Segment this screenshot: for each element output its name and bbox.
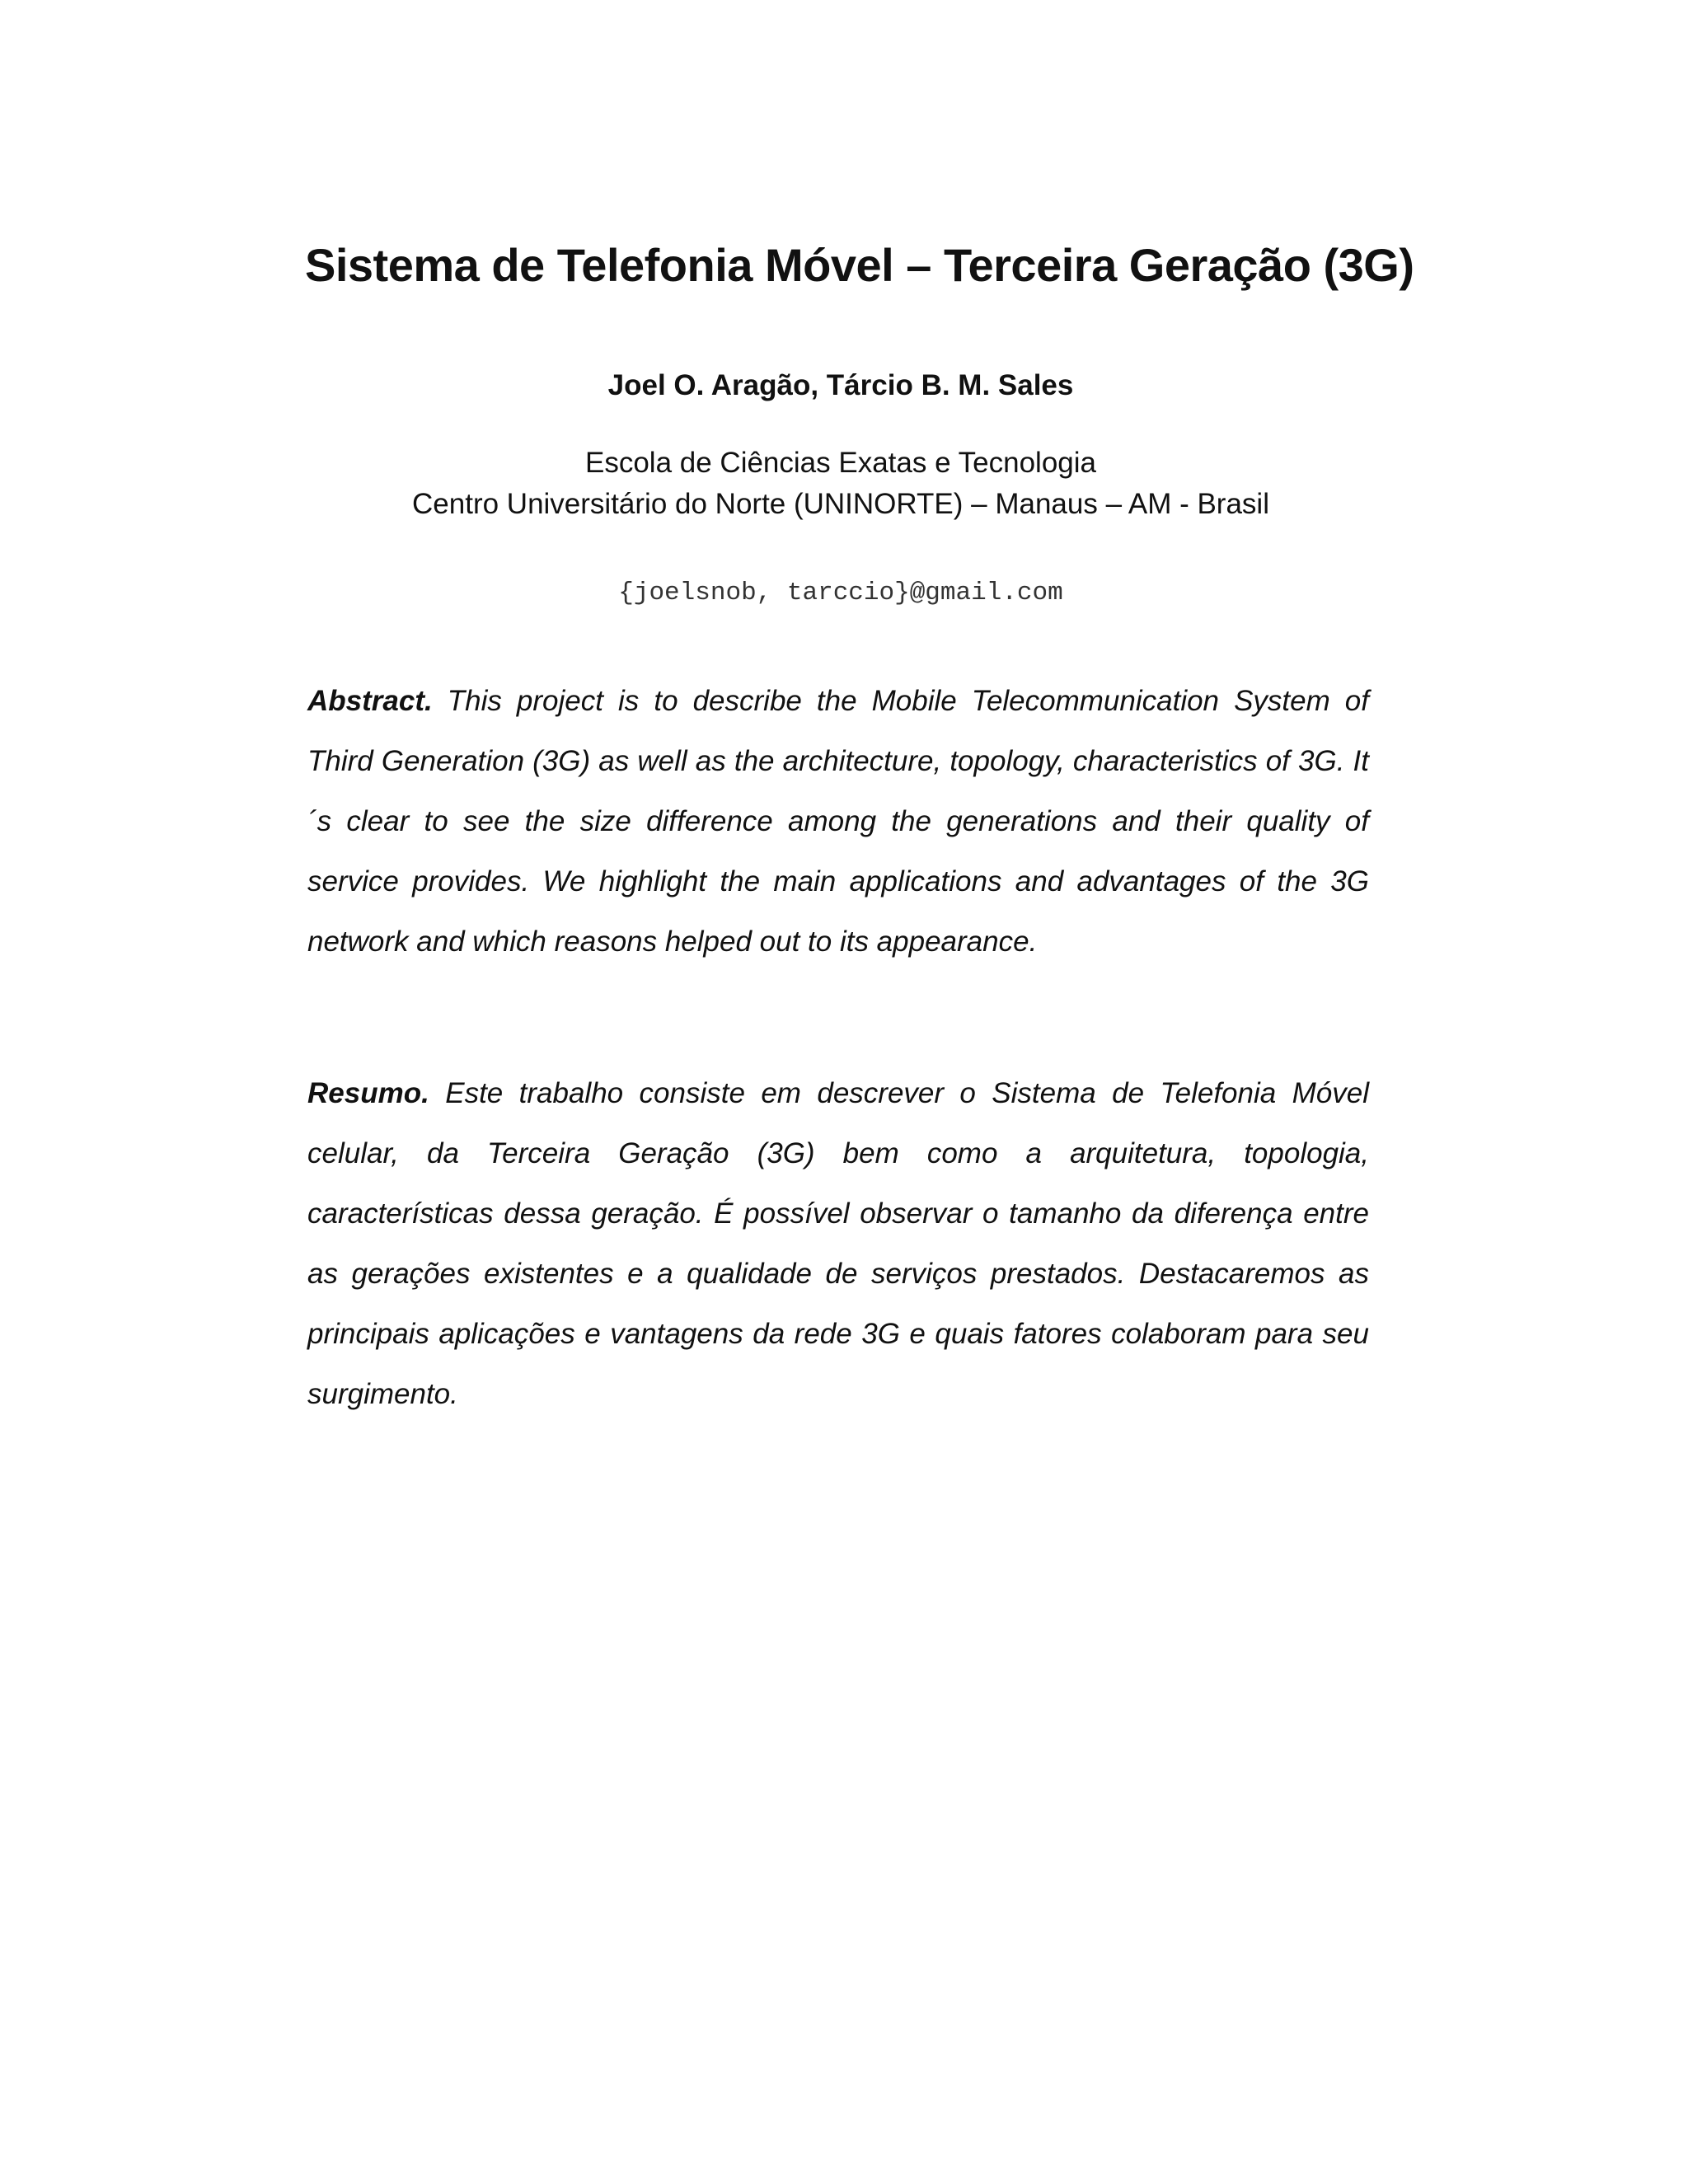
paper-authors: Joel O. Aragão, Tárcio B. M. Sales: [607, 369, 1074, 401]
paper-title: Sistema de Telefonia Móvel – Terceira Geração (3G): [305, 239, 1414, 291]
resumo-section: [307, 1063, 1369, 1424]
abstract-section: [307, 671, 1369, 972]
author-affiliation: [305, 443, 1376, 525]
author-email: {joelsnob, tarccio}@gmail.com: [618, 579, 1063, 607]
abstract-label: Abstract.: [307, 685, 448, 717]
resumo-label: Resumo.: [307, 1077, 446, 1109]
resumo-text: Este trabalho consiste em descrever o Sistema de Telefonia Móvel celular, da Terceira Geração (3G) bem como a arquitetura, topologia, características dessa geração. É possível observar o tamanho da diferença entre as gerações existentes e a qualidade de serviços prestados. Destacaremos as principais aplicações e vantagens da rede 3G e quais fatores colaboram para seu surgimento.: [307, 1077, 1369, 1410]
affiliation-line-1: Escola de Ciências Exatas e Tecnologia: [584, 447, 1096, 479]
affiliation-line-2: Centro Universitário do Norte (UNINORTE) – Manaus – AM - Brasil: [412, 488, 1269, 520]
abstract-text: This project is to describe the Mobile Telecommunication System of Third Generation (3G) as well as the architecture, topology, characteristics of 3G. It´s clear to see the size difference among the generations and their quality of service provides. We highlight the main applications and advantages of the 3G network and which reasons helped out to its appearance.: [307, 685, 1369, 958]
